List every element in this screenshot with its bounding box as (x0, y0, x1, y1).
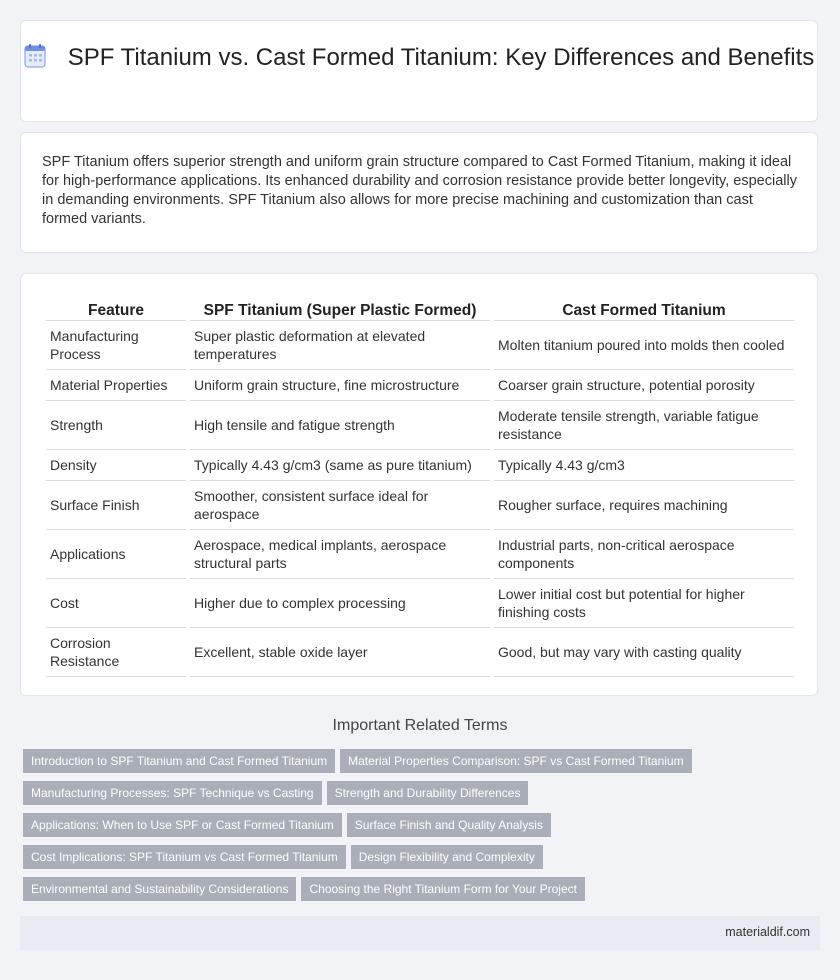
table-cell-feature: Strength (46, 401, 186, 450)
table-cell-spf: High tensile and fatigue strength (190, 401, 490, 450)
table-row (46, 481, 794, 530)
table-cell-cast: Good, but may vary with casting quality (494, 628, 794, 677)
footer (20, 916, 820, 950)
table-cell-cast: Industrial parts, non-critical aerospace components (494, 530, 794, 579)
document-table-icon (24, 44, 46, 68)
table-cell-cast: Lower initial cost but potential for higher finishing costs (494, 579, 794, 628)
related-terms-tags (23, 749, 823, 909)
table-header-row (46, 294, 794, 321)
column-header-spf: SPF Titanium (Super Plastic Formed) (190, 294, 490, 321)
page-title-block (21, 43, 817, 73)
table-cell-spf: Smoother, consistent surface ideal for aerospace (190, 481, 490, 530)
table-row (46, 321, 794, 370)
table-cell-feature: Corrosion Resistance (46, 628, 186, 677)
table-cell-spf: Typically 4.43 g/cm3 (same as pure titanium) (190, 450, 490, 481)
table-row (46, 530, 794, 579)
tag-row (23, 813, 823, 845)
table-cell-spf: Aerospace, medical implants, aerospace structural parts (190, 530, 490, 579)
table-cell-feature: Material Properties (46, 370, 186, 401)
related-term-tag[interactable]: Introduction to SPF Titanium and Cast Formed Titanium (23, 749, 335, 773)
table-cell-cast: Coarser grain structure, potential porosity (494, 370, 794, 401)
tag-row (23, 781, 823, 813)
table-row (46, 450, 794, 481)
table-row (46, 579, 794, 628)
related-term-tag[interactable]: Surface Finish and Quality Analysis (347, 813, 551, 837)
related-term-tag[interactable]: Material Properties Comparison: SPF vs Cast Formed Titanium (340, 749, 691, 773)
table-cell-feature: Applications (46, 530, 186, 579)
intro-paragraph: SPF Titanium offers superior strength and uniform grain structure compared to Cast Formed Titanium, making it ideal for high-performance applications. Its enhanced durability and corrosion resistance provide better longevity, especially in demanding environments. SPF Titanium also allows for more precise machining and customization than cast formed variants. (42, 154, 797, 227)
related-term-tag[interactable]: Applications: When to Use SPF or Cast Formed Titanium (23, 813, 342, 837)
related-term-tag[interactable]: Cost Implications: SPF Titanium vs Cast Formed Titanium (23, 845, 346, 869)
table-cell-spf: Higher due to complex processing (190, 579, 490, 628)
table-row (46, 370, 794, 401)
table-cell-spf: Super plastic deformation at elevated temperatures (190, 321, 490, 370)
table-cell-cast: Molten titanium poured into molds then cooled (494, 321, 794, 370)
intro-card (20, 132, 818, 253)
tag-row (23, 877, 823, 909)
page-title: SPF Titanium vs. Cast Formed Titanium: Key Differences and Benefits (67, 44, 815, 71)
related-term-tag[interactable]: Choosing the Right Titanium Form for Your Project (301, 877, 584, 901)
table-cell-cast: Typically 4.43 g/cm3 (494, 450, 794, 481)
column-header-cast: Cast Formed Titanium (494, 294, 794, 321)
related-term-tag[interactable]: Design Flexibility and Complexity (351, 845, 543, 869)
comparison-card (20, 273, 818, 696)
related-terms-heading: Important Related Terms (332, 717, 508, 734)
table-row (46, 401, 794, 450)
table-cell-feature: Density (46, 450, 186, 481)
related-term-tag[interactable]: Strength and Durability Differences (327, 781, 529, 805)
comparison-table (42, 294, 798, 677)
column-header-feature: Feature (46, 294, 186, 321)
footer-site-link[interactable]: materialdif.com (725, 925, 810, 939)
table-cell-feature: Surface Finish (46, 481, 186, 530)
table-cell-feature: Manufacturing Process (46, 321, 186, 370)
title-card (20, 20, 818, 122)
related-term-tag[interactable]: Environmental and Sustainability Considerations (23, 877, 296, 901)
table-cell-feature: Cost (46, 579, 186, 628)
table-cell-spf: Uniform grain structure, fine microstructure (190, 370, 490, 401)
table-row (46, 628, 794, 677)
table-cell-cast: Moderate tensile strength, variable fatigue resistance (494, 401, 794, 450)
tag-row (23, 845, 823, 877)
table-cell-cast: Rougher surface, requires machining (494, 481, 794, 530)
tag-row (23, 749, 823, 781)
related-term-tag[interactable]: Manufacturing Processes: SPF Technique vs Casting (23, 781, 322, 805)
table-cell-spf: Excellent, stable oxide layer (190, 628, 490, 677)
